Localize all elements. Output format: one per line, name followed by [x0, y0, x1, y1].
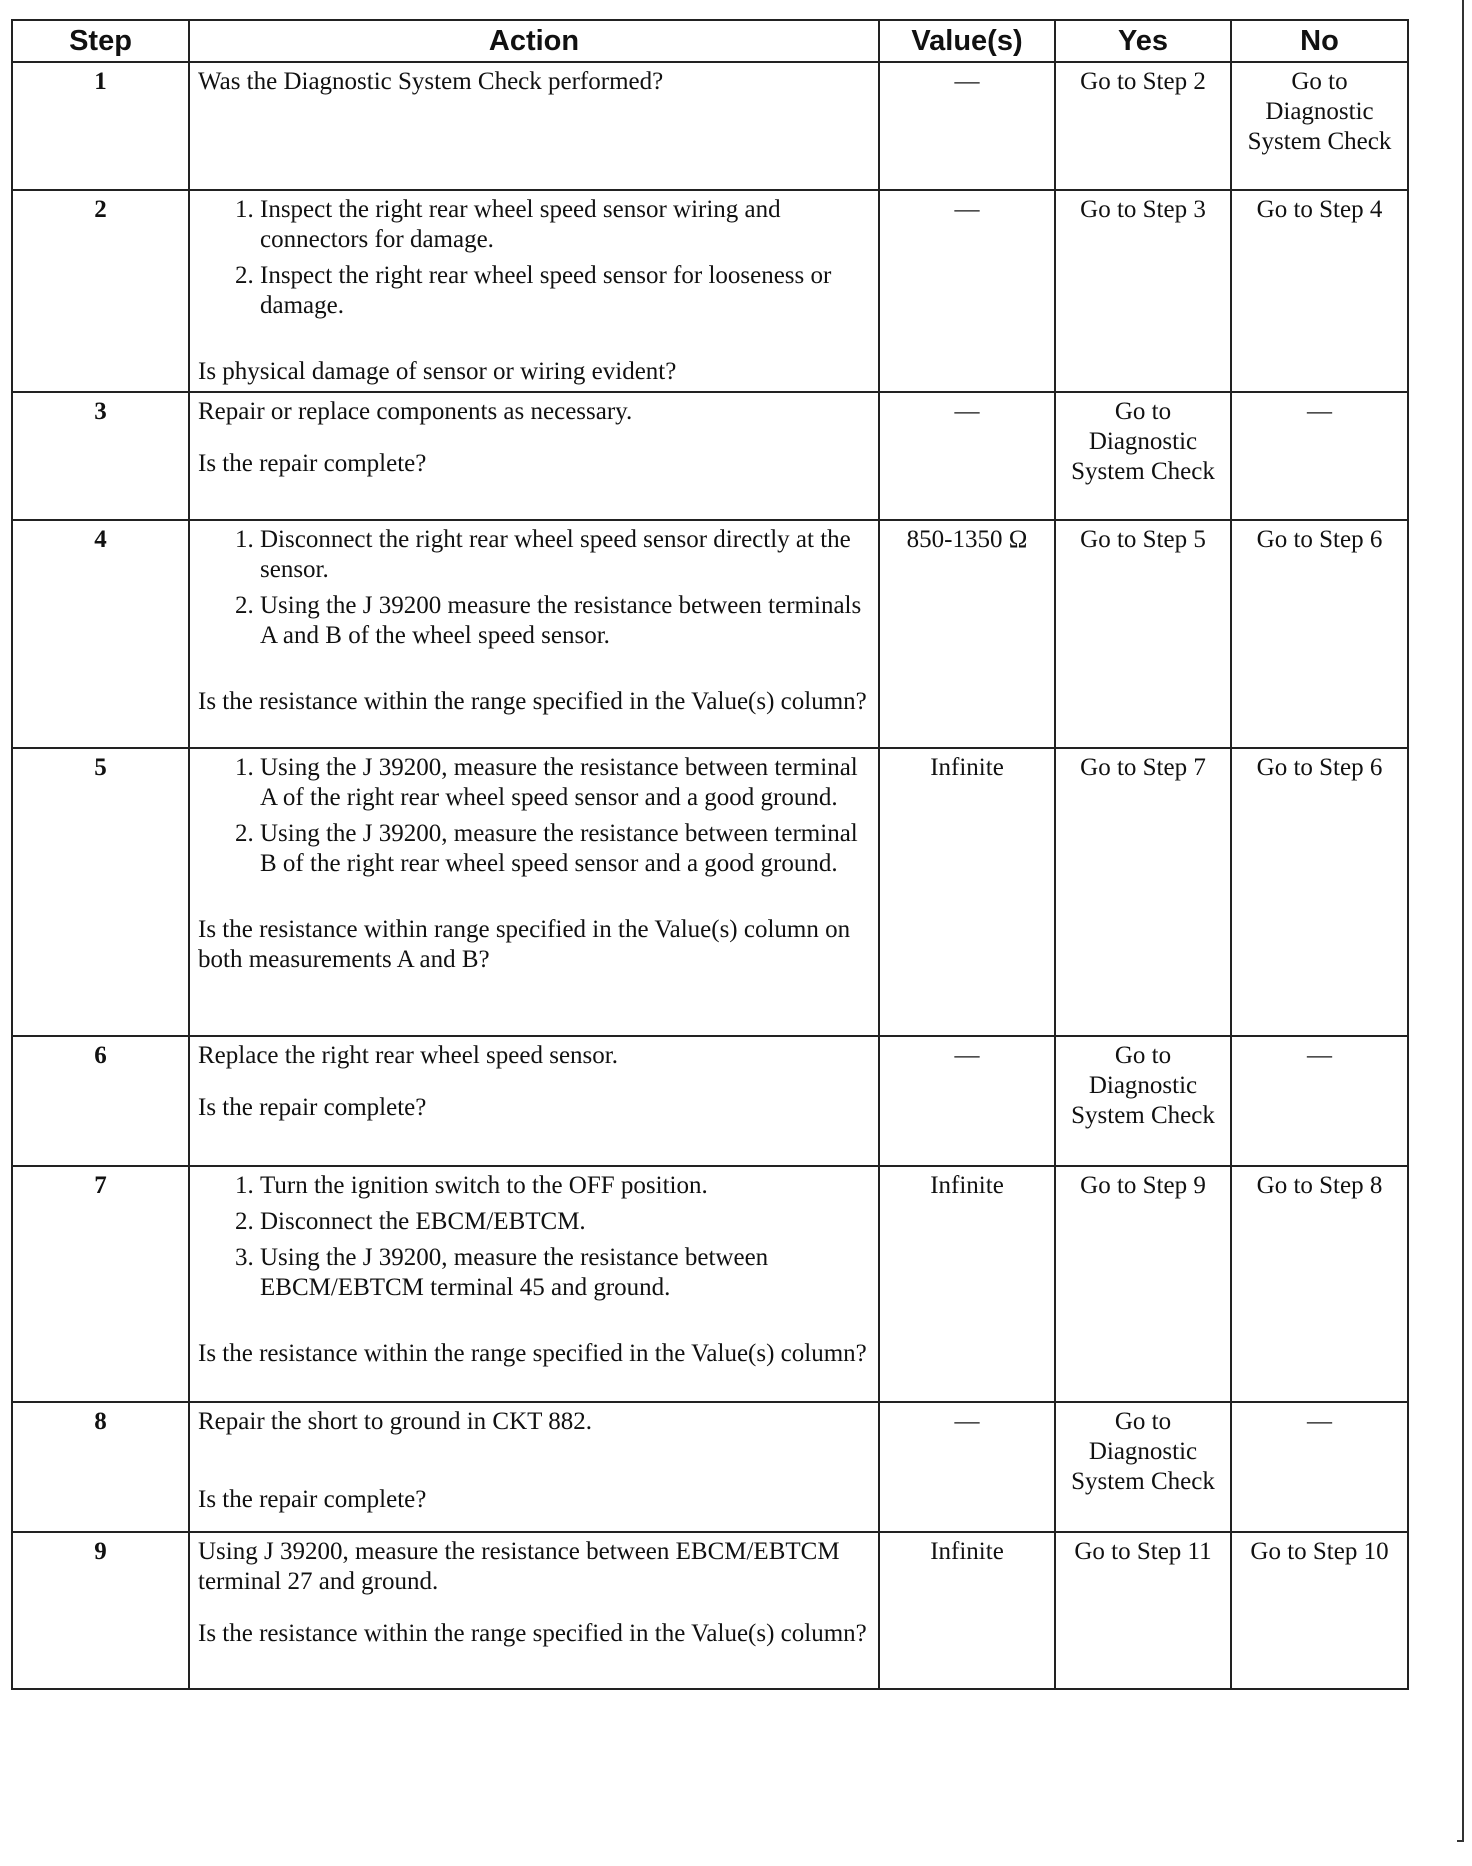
action-cell [189, 520, 879, 748]
step-number: 7 [12, 1166, 189, 1402]
action-list-item: 2. Disconnect the EBCM/EBTCM. [260, 1207, 870, 1237]
no-cell: Go to Step 10 [1231, 1532, 1408, 1689]
value-cell: Infinite [879, 1532, 1055, 1689]
action-list-item: 3. Using the J 39200, measure the resistance between EBCM/EBTCM terminal 45 and ground. [260, 1243, 870, 1303]
action-list-item: 1. Disconnect the right rear wheel speed sensor directly at the sensor. [260, 525, 870, 585]
step-number: 5 [12, 748, 189, 1036]
value-cell: — [879, 1036, 1055, 1166]
table-row [12, 392, 1408, 520]
yes-cell: Go to Diagnostic System Check [1055, 1402, 1231, 1532]
action-question: Is the repair complete? [198, 1486, 427, 1513]
header-no: No [1231, 20, 1408, 62]
value-cell: Infinite [879, 748, 1055, 1036]
step-number: 6 [12, 1036, 189, 1166]
no-cell: — [1231, 392, 1408, 520]
table-row [12, 1532, 1408, 1689]
action-cell [189, 62, 879, 190]
action-question: Is the repair complete? [198, 1094, 427, 1121]
yes-cell: Go to Diagnostic System Check [1055, 392, 1231, 520]
action-list-item: 1. Inspect the right rear wheel speed sensor wiring and connectors for damage. [260, 195, 870, 255]
action-question: Is the repair complete? [198, 450, 427, 477]
action-cell [189, 1402, 879, 1532]
yes-cell: Go to Step 3 [1055, 190, 1231, 392]
action-cell [189, 392, 879, 520]
page-edge-rule [1462, 0, 1464, 1842]
value-cell: — [879, 392, 1055, 520]
action-list-item: 2. Inspect the right rear wheel speed sensor for looseness or damage. [260, 261, 870, 321]
action-list [198, 1171, 870, 1303]
step-number: 1 [12, 62, 189, 190]
table-row [12, 1166, 1408, 1402]
yes-cell: Go to Step 9 [1055, 1166, 1231, 1402]
action-list-item: 2. Using the J 39200 measure the resistance between terminals A and B of the wheel speed sensor. [260, 591, 870, 651]
diagnostic-table [11, 19, 1409, 1690]
no-cell: — [1231, 1036, 1408, 1166]
header-values: Value(s) [879, 20, 1055, 62]
action-question: Is physical damage of sensor or wiring evident? [198, 358, 677, 385]
action-cell [189, 748, 879, 1036]
value-cell: Infinite [879, 1166, 1055, 1402]
action-list-item: 1. Using the J 39200, measure the resistance between terminal A of the right rear wheel speed sensor and a good ground. [260, 753, 870, 813]
yes-cell: Go to Step 5 [1055, 520, 1231, 748]
no-cell: — [1231, 1402, 1408, 1532]
table-row [12, 1036, 1408, 1166]
diagnostic-table-container [11, 19, 1407, 1690]
action-text: Repair or replace components as necessary. [198, 398, 633, 425]
yes-cell: Go to Step 11 [1055, 1532, 1231, 1689]
step-number: 3 [12, 392, 189, 520]
table-row [12, 520, 1408, 748]
yes-cell: Go to Step 2 [1055, 62, 1231, 190]
action-list [198, 195, 870, 321]
step-number: 4 [12, 520, 189, 748]
no-cell: Go to Step 4 [1231, 190, 1408, 392]
action-question: Is the resistance within the range specified in the Value(s) column? [198, 1340, 867, 1367]
value-cell: — [879, 1402, 1055, 1532]
value-cell: 850-1350 Ω [879, 520, 1055, 748]
action-cell [189, 1166, 879, 1402]
table-row [12, 190, 1408, 392]
table-row [12, 62, 1408, 190]
action-question: Is the resistance within the range specified in the Value(s) column? [198, 1620, 867, 1647]
action-text: Repair the short to ground in CKT 882. [198, 1408, 592, 1435]
step-number: 8 [12, 1402, 189, 1532]
action-cell [189, 1036, 879, 1166]
value-cell: — [879, 190, 1055, 392]
table-row [12, 1402, 1408, 1532]
action-text: Using J 39200, measure the resistance between EBCM/EBTCM terminal 27 and ground. [198, 1538, 840, 1595]
action-question: Is the resistance within the range specified in the Value(s) column? [198, 688, 867, 715]
no-cell: Go to Diagnostic System Check [1231, 62, 1408, 190]
step-number: 9 [12, 1532, 189, 1689]
action-text: Replace the right rear wheel speed sensor. [198, 1042, 618, 1069]
header-action: Action [189, 20, 879, 62]
table-row [12, 748, 1408, 1036]
action-cell [189, 1532, 879, 1689]
yes-cell: Go to Step 7 [1055, 748, 1231, 1036]
action-question: Is the resistance within range specified in the Value(s) column on both measurements A and B? [198, 916, 851, 973]
no-cell: Go to Step 6 [1231, 748, 1408, 1036]
action-list-item: 2. Using the J 39200, measure the resistance between terminal B of the right rear wheel speed sensor and a good ground. [260, 819, 870, 879]
yes-cell: Go to Diagnostic System Check [1055, 1036, 1231, 1166]
action-list [198, 753, 870, 879]
action-list-item: 1. Turn the ignition switch to the OFF position. [260, 1171, 870, 1201]
header-yes: Yes [1055, 20, 1231, 62]
step-number: 2 [12, 190, 189, 392]
no-cell: Go to Step 8 [1231, 1166, 1408, 1402]
action-text: Was the Diagnostic System Check performed? [198, 68, 664, 95]
value-cell: — [879, 62, 1055, 190]
page-edge-tick [1457, 1840, 1464, 1842]
header-step: Step [12, 20, 189, 62]
no-cell: Go to Step 6 [1231, 520, 1408, 748]
action-list [198, 525, 870, 651]
header-row [12, 20, 1408, 62]
action-cell [189, 190, 879, 392]
